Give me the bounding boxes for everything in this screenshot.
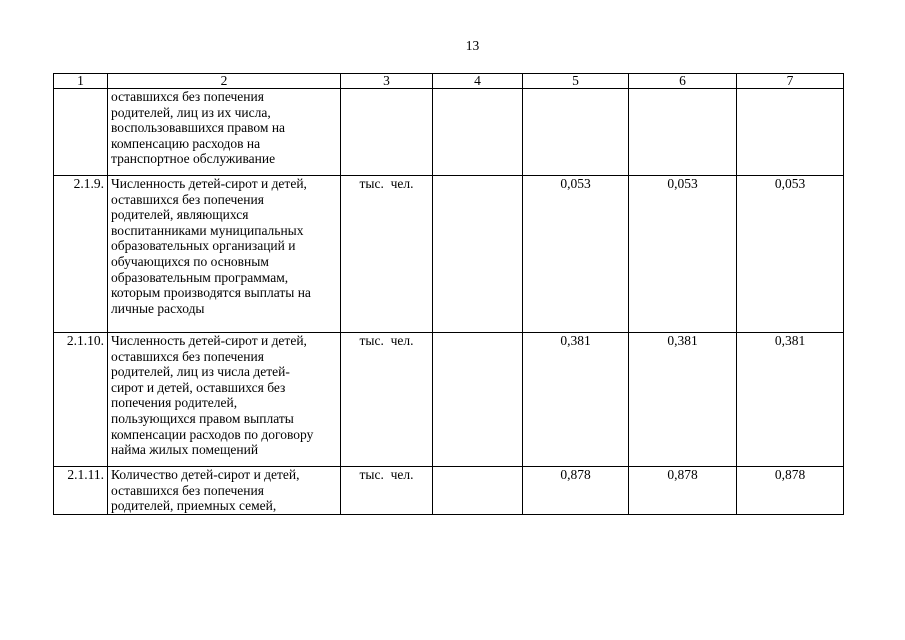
row-col4-cell <box>433 467 523 515</box>
table-row <box>54 467 844 515</box>
table-row <box>54 176 844 333</box>
page-number: 13 <box>465 38 480 53</box>
row-col7-cell: 0,878 <box>737 467 844 515</box>
table-row <box>54 333 844 467</box>
row-description-cell: Численность детей-сирот и детей, оставшихся без попечения родителей, являющихся воспитанниками муниципальных образовательных организаций и обучающихся по основным образовательным программам, которым производятся выплаты на личные расходы <box>108 176 341 333</box>
row-col6-cell <box>629 89 737 176</box>
row-col7-cell <box>737 89 844 176</box>
row-col5-cell: 0,381 <box>523 333 629 467</box>
row-number-cell: 2.1.9. <box>54 176 108 333</box>
row-description-cell: оставшихся без попечения родителей, лиц из их числа, воспользовавшихся правом на компенсацию расходов на транспортное обслуживание <box>108 89 341 176</box>
row-col4-cell <box>433 176 523 333</box>
row-col4-cell <box>433 333 523 467</box>
row-col4-cell <box>433 89 523 176</box>
column-header-2: 2 <box>108 74 341 89</box>
row-unit-cell: тыс. чел. <box>341 176 433 333</box>
row-col6-cell: 0,878 <box>629 467 737 515</box>
row-unit-cell: тыс. чел. <box>341 333 433 467</box>
column-header-6: 6 <box>629 74 737 89</box>
column-header-7: 7 <box>737 74 844 89</box>
row-col5-cell: 0,878 <box>523 467 629 515</box>
row-number-cell: 2.1.11. <box>54 467 108 515</box>
table-header-row <box>54 74 844 89</box>
data-table <box>53 73 844 515</box>
column-header-3: 3 <box>341 74 433 89</box>
row-description-cell: Количество детей-сирот и детей, оставшихся без попечения родителей, приемных семей, <box>108 467 341 515</box>
row-col6-cell: 0,381 <box>629 333 737 467</box>
row-unit-cell <box>341 89 433 176</box>
row-number-cell: 2.1.10. <box>54 333 108 467</box>
row-col5-cell <box>523 89 629 176</box>
row-unit-cell: тыс. чел. <box>341 467 433 515</box>
row-description-cell: Численность детей-сирот и детей, оставшихся без попечения родителей, лиц из числа детей- сирот и детей, оставшихся без попечения родителей, пользующихся правом выплаты компенсации расходов по договору найма жилых помещений <box>108 333 341 467</box>
column-header-4: 4 <box>433 74 523 89</box>
row-col6-cell: 0,053 <box>629 176 737 333</box>
table-row <box>54 89 844 176</box>
row-col7-cell: 0,053 <box>737 176 844 333</box>
row-col5-cell: 0,053 <box>523 176 629 333</box>
row-number-cell <box>54 89 108 176</box>
column-header-1: 1 <box>54 74 108 89</box>
row-col7-cell: 0,381 <box>737 333 844 467</box>
column-header-5: 5 <box>523 74 629 89</box>
